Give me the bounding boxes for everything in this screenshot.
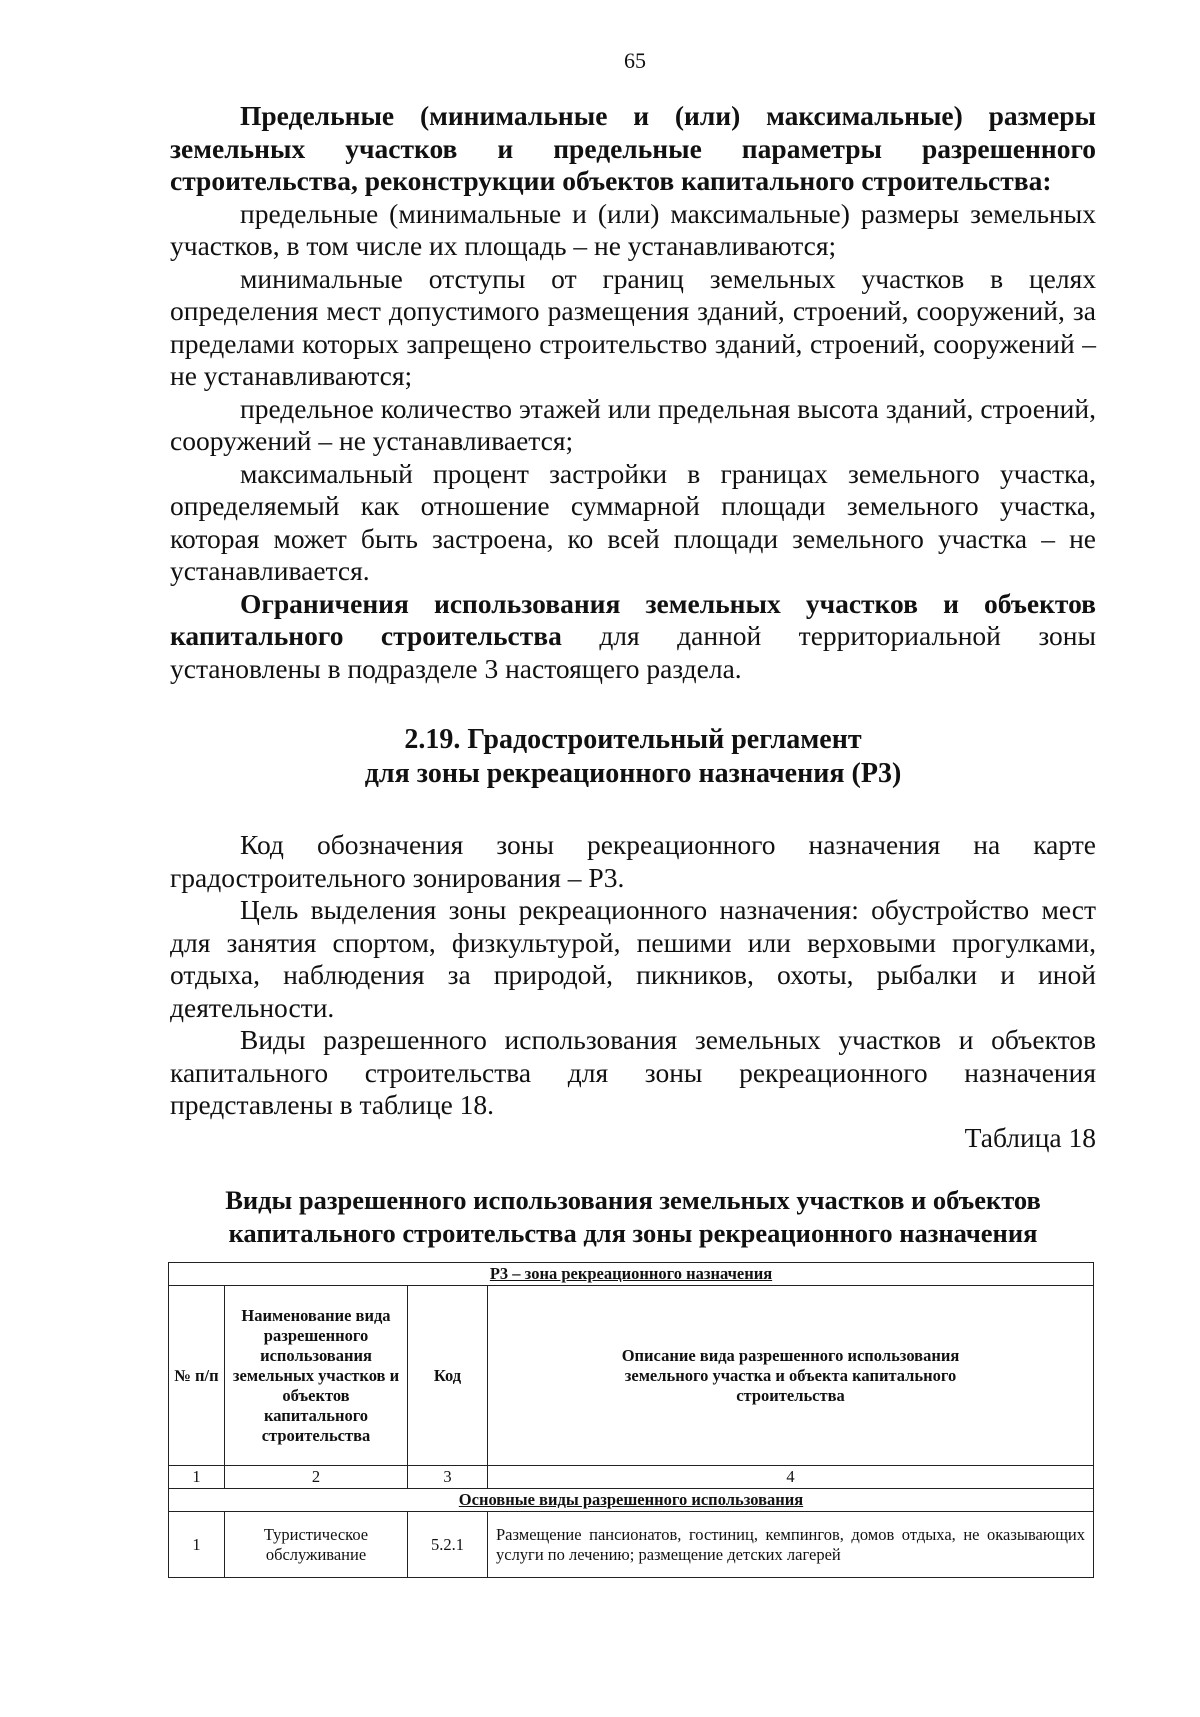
uses-table <box>168 1262 1094 1578</box>
col-header-code: Код <box>408 1286 488 1466</box>
table-zone-header: Р3 – зона рекреационного назначения <box>169 1263 1094 1286</box>
col-header-description: Описание вида разрешенного использования земельного участка и объекта капитального строительства <box>488 1286 1094 1466</box>
col-number-4: 4 <box>488 1466 1094 1489</box>
table-title <box>170 1184 1096 1250</box>
restrictions-paragraph <box>170 588 1096 686</box>
row-use-name: Туристическое обслуживание <box>225 1512 408 1578</box>
table-label: Таблица 18 <box>964 1121 1096 1153</box>
col-header-name: Наименование вида разрешенного использования земельных участков и объектов капитального строительства <box>225 1286 408 1466</box>
col-number-3: 3 <box>408 1466 488 1489</box>
col-number-2: 2 <box>225 1466 408 1489</box>
section-title-line1: 2.19. Градостроительный регламент <box>404 724 862 755</box>
page-number: 65 <box>624 48 646 73</box>
table-title-line1: Виды разрешенного использования земельных участков и объектов <box>225 1185 1041 1215</box>
table-title-line2: капитального строительства для зоны рекреационного назначения <box>228 1218 1038 1248</box>
zone-uses-paragraph: Виды разрешенного использования земельных участков и объектов капитального строительства для зоны рекреационного назначения представлены в таблице 18. <box>170 1024 1096 1120</box>
limit-item-coverage: максимальный процент застройки в границах земельного участка, определяемый как отношение суммарной площади земельного участка, которая может быть застроена, ко всей площади земельного участка – не устанавливается. <box>170 457 1096 586</box>
limit-item-setbacks: минимальные отступы от границ земельных участков в целях определения мест допустимого размещения зданий, строений, сооружений, за пределами которых запрещено строительство зданий, строений, сооружений – не устанавливаются; <box>170 262 1096 391</box>
col-header-number: № п/п <box>169 1286 225 1466</box>
row-use-description: Размещение пансионатов, гостиниц, кемпингов, домов отдыха, не оказывающих услуги по лечению; размещение детских лагерей <box>488 1512 1094 1578</box>
col-number-1: 1 <box>169 1466 225 1489</box>
limit-item-size: предельные (минимальные и (или) максимальные) размеры земельных участков, в том числе их площадь – не устанавливаются; <box>170 197 1096 261</box>
limit-item-floors: предельное количество этажей или предельная высота зданий, строений, сооружений – не устанавливается; <box>170 392 1096 456</box>
section-title-line2: для зоны рекреационного назначения (Р3) <box>364 758 902 789</box>
limits-heading: Предельные (минимальные и (или) максимальные) размеры земельных участков и предельные параметры разрешенного строительства, реконструкции объектов капитального строительства: <box>170 100 1096 196</box>
document-body <box>170 100 1096 1250</box>
section-title <box>170 723 1096 791</box>
restrictions-rest-text: для данной территориальной зоны установлены в подразделе 3 настоящего раздела. <box>170 620 1096 684</box>
zone-purpose-paragraph: Цель выделения зоны рекреационного назначения: обустройство мест для занятия спортом, физкультурой, пешими или верховыми прогулками, отдыха, наблюдения за природой, пикников, охоты, рыбалки и иной деятельности. <box>170 894 1096 1023</box>
restrictions-bold-text: Ограничения использования земельных участков и объектов капитального строительства <box>170 587 1096 651</box>
row-num: 1 <box>169 1512 225 1578</box>
zone-code-paragraph: Код обозначения зоны рекреационного назначения на карте градостроительного зонирования – Р3. <box>170 829 1096 893</box>
row-use-code: 5.2.1 <box>408 1512 488 1578</box>
group-header-main-uses: Основные виды разрешенного использования <box>169 1489 1094 1512</box>
